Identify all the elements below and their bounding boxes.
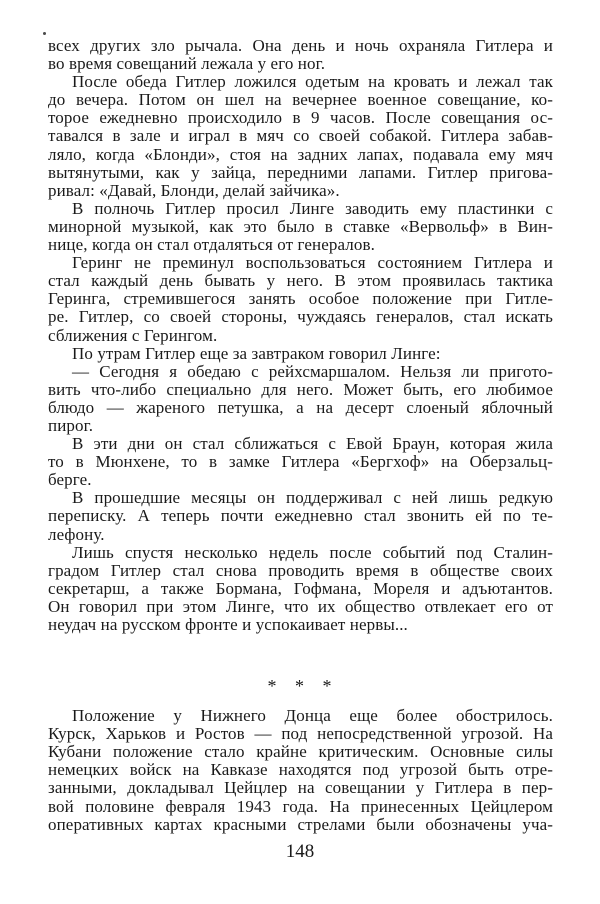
text-line: стал каждый день бывать у него. В этом проявилась тактика [48, 271, 553, 291]
text-line: — Сегодня я обедаю с рейхсмаршалом. Нельзя ли пригото- [72, 361, 553, 381]
text-line: секретарш, а также Бормана, Гофмана, Мореля и адъютантов. [48, 578, 553, 598]
text-line: ляло, когда «Блонди», стоя на задних лапах, подавала ему мяч [48, 144, 553, 164]
text-line: минорной музыкой, как это было в ставке «Вервольф» в Вин- [48, 216, 553, 236]
text-line: В прошедшие месяцы он поддерживал с ней лишь редкую [72, 488, 553, 508]
text-line: торое ежедневно происходило в 9 часов. После совещания ос- [48, 108, 553, 128]
text-line: переписку. А теперь почти ежедневно стал звонить ей по те- [48, 506, 553, 526]
text-line: во время совещаний лежала у его ног. [48, 54, 326, 74]
text-line: По утрам Гитлер еще за завтраком говорил Линге: [72, 343, 441, 363]
text-line: занными, докладывал Цейцлер на совещании у Гитлера в пер- [48, 778, 553, 798]
text-line: Лишь спустя несколько недель после событий под Сталин- [72, 542, 553, 562]
text-line: всех других зло рычала. Она день и ночь охраняла Гитлера и [48, 36, 553, 55]
text-line: Геринг не преминул воспользоваться состоянием Гитлера и [72, 253, 553, 273]
text-line: ре. Гитлер, со своей стороны, чуждаясь генералов, стал искать [48, 307, 553, 327]
text-line: неудач на русском фронте и успокаивает нервы... [48, 615, 408, 634]
page-number: 148 [285, 841, 315, 862]
text-line: В полночь Гитлер просил Линге заводить ему пластинки с [72, 198, 553, 218]
text-block [48, 37, 553, 834]
text-line: лефону. [48, 524, 105, 544]
text-line: Геринга, стремившегося занять особое положение при Гитле- [48, 289, 553, 309]
text-line: После обеда Гитлер ложился одетым на кровать и лежал так [72, 72, 553, 92]
text-line: Он говорил при этом Линге, что их общество отвлекает его от [48, 596, 553, 616]
text-line: Курск, Харьков и Ростов — под непосредственной угрозой. На [48, 724, 553, 744]
text-line: вытянутыми, как у зайца, передними лапами. Гитлер пригова- [48, 162, 553, 182]
text-line: немецких войск на Кавказе находятся под угрозой быть отре- [48, 760, 553, 780]
text-line: Кубани положение стало крайне критическим. Основные силы [48, 742, 553, 762]
text-line: до вечера. Потом он шел на вечернее военное совещание, ко- [48, 90, 553, 110]
text-line: ривал: «Давай, Блонди, делай зайчика». [48, 180, 340, 200]
text-line: пирог. [48, 415, 94, 435]
text-line: вить что-либо специально для него. Может быть, его любимое [48, 379, 553, 399]
text-line: градом Гитлер стал снова проводить время в обществе своих [48, 560, 553, 580]
text-line: сближения с Герингом. [48, 325, 218, 345]
text-line: берге. [48, 470, 92, 490]
text-line: блюдо — жареного петушка, а на десерт слоеный яблочный [48, 397, 553, 417]
text-line: то в Мюнхене, то в замке Гитлера «Бергхоф» на Оберзальц- [48, 452, 553, 472]
text-line: оперативных картах красными стрелами были обозначены уча- [48, 814, 553, 834]
section-separator: * * * [267, 676, 334, 697]
text-line: тавался в зале и играл в мяч со своей собакой. Гитлера забав- [48, 126, 553, 146]
text-line: Положение у Нижнего Донца еще более обострилось. [72, 706, 553, 726]
scan-speck [43, 32, 46, 35]
text-line: нице, когда он стал отдаляться от генералов. [48, 235, 375, 255]
text-line: вой половине февраля 1943 года. На принесенных Цейцлером [48, 796, 553, 816]
text-line: В эти дни он стал сближаться с Евой Браун, которая жила [72, 434, 553, 454]
